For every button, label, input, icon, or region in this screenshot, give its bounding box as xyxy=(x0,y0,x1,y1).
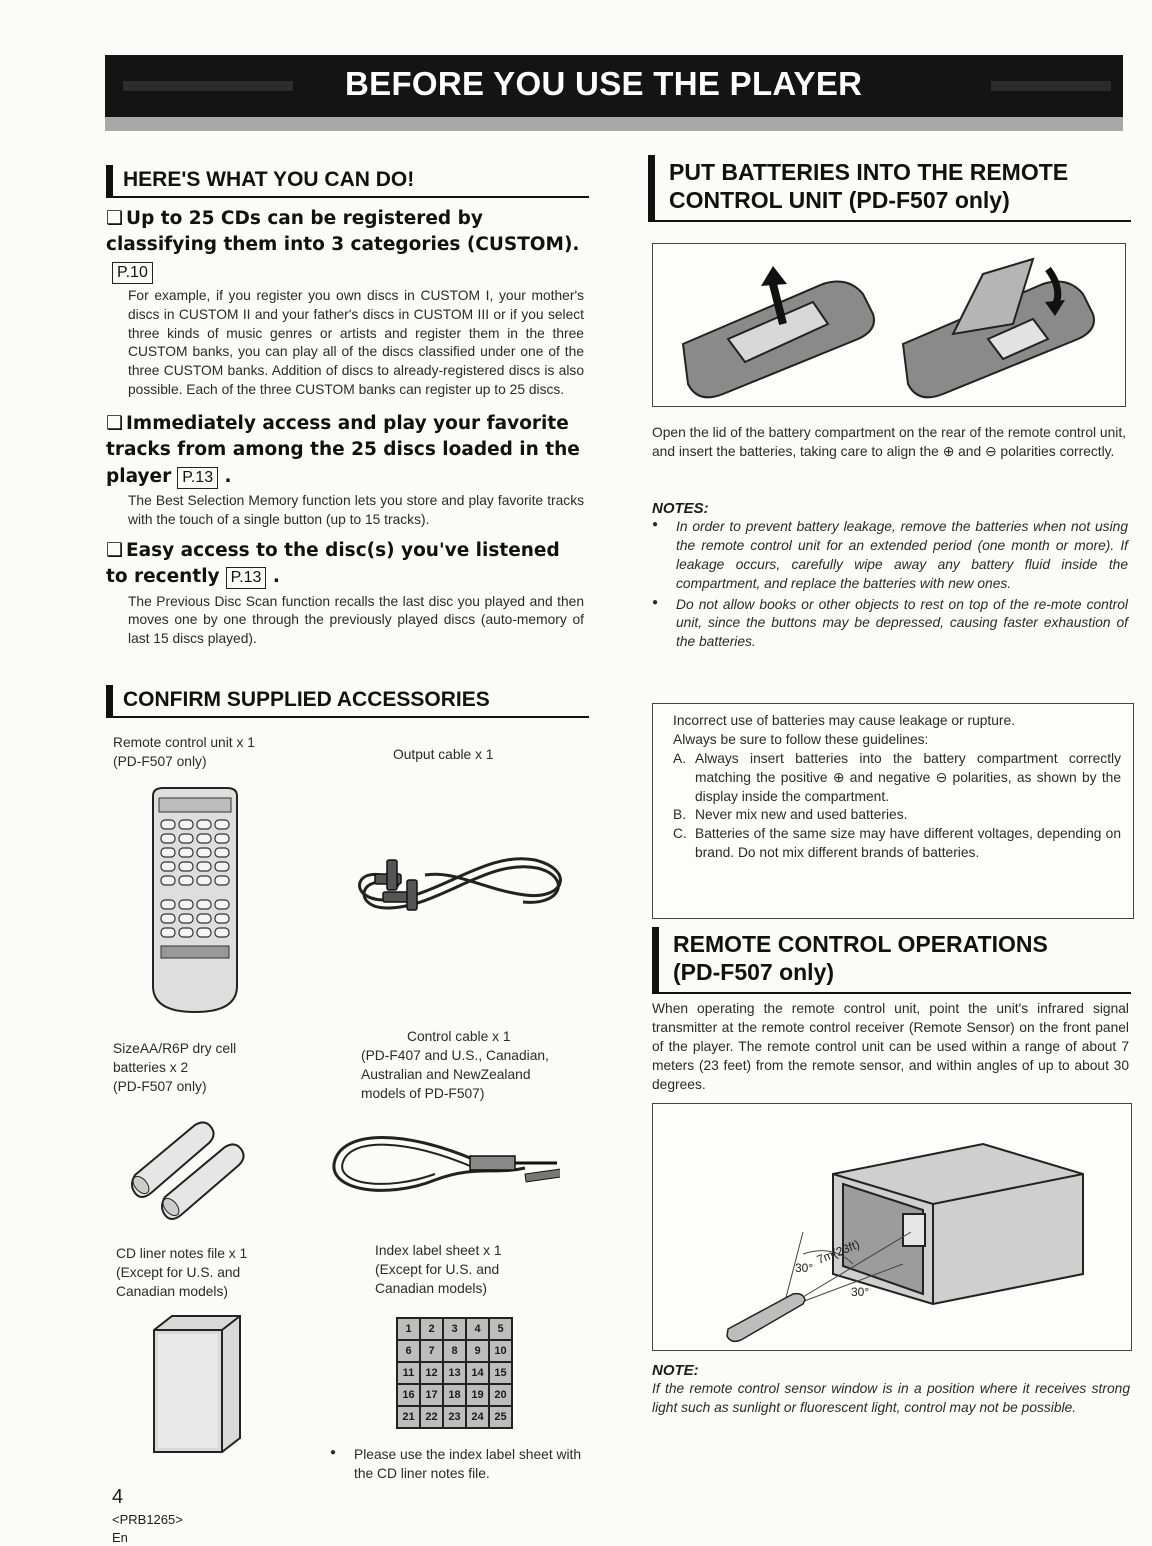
feature-item xyxy=(106,410,584,530)
angle-left-label: 30° xyxy=(795,1261,814,1275)
feature-title: ❑ Immediately access and play your favorite tracks from among the 25 discs loaded in the player P.13 . xyxy=(106,412,580,487)
page-banner xyxy=(105,55,1123,131)
liner-notes-file-illustration xyxy=(150,1312,245,1457)
index-label: 7 xyxy=(420,1340,443,1362)
page-title: BEFORE YOU USE THE PLAYER xyxy=(345,65,863,102)
remote-control-illustration xyxy=(145,786,245,1016)
index-label: 16 xyxy=(397,1384,420,1406)
feature-description: For example, if you register you own discs in CUSTOM I, your mother's discs in CUSTOM II and your father's discs in CUSTOM III or if you select three kinds of music genres or artists and register them in the three CUSTOM banks, you can play all of the discs classified under one of the three CUSTOM banks. Addition of discs to already-registered discs is also possible. Each of the three CUSTOM banks can register up to 25 discs. xyxy=(128,287,584,398)
checkbox-icon: ❑ xyxy=(106,539,124,561)
index-label: 12 xyxy=(420,1362,443,1384)
banner-decoration xyxy=(991,81,1111,91)
index-label: 15 xyxy=(489,1362,512,1384)
battery-notes-list xyxy=(650,518,1128,654)
index-label: 8 xyxy=(443,1340,466,1362)
index-label: 21 xyxy=(397,1406,420,1428)
battery-caution-box: Incorrect use of batteries may cause leakage or rupture. Always be sure to follow these guidelines: A. Always insert batteries into the battery compartment correctly matching the positive ⊕ and negative ⊖ polarities, as shown by the display inside the compartment. B. Never mix new and used batteries. C. Batteries of the same size may have different voltages, depending on brand. Do not mix different brands of batteries. xyxy=(652,703,1134,919)
index-label-sheet xyxy=(396,1317,513,1429)
feature-description: The Previous Disc Scan function recalls the last disc you played and then moves one by one through the previously played discs (auto-memory of last 15 discs played). xyxy=(128,593,584,647)
index-label: 14 xyxy=(466,1362,489,1384)
index-label: 17 xyxy=(420,1384,443,1406)
minus-polarity-icon: ⊖ xyxy=(984,443,997,459)
angle-right-label: 30° xyxy=(851,1285,870,1299)
remote-note: If the remote control sensor window is in a position where it receives strong light such as sunlight or fluorescent light, control may not be possible. xyxy=(652,1381,1130,1415)
battery-instructions: Open the lid of the battery compartment on the rear of the remote control unit, and insert the batteries, taking care to align the ⊕ and ⊖ polarities correctly. xyxy=(652,425,1126,459)
accessory-batteries-label: SizeAA/R6P dry cell batteries x 2 (PD-F507 only) xyxy=(113,1041,237,1094)
control-cable-illustration xyxy=(325,1120,560,1210)
accessory-remote-label: Remote control unit x 1 (PD-F507 only) xyxy=(113,735,255,769)
checkbox-icon: ❑ xyxy=(106,412,124,434)
index-label: 22 xyxy=(420,1406,443,1428)
caution-item: A. Always insert batteries into the battery compartment correctly matching the positive ⊕ and negative ⊖ polarities, as shown by the display inside the compartment. xyxy=(673,750,1122,804)
accessory-control-cable-label: Control cable x 1 (PD-F407 and U.S., Canadian, Australian and NewZealand models of PD-F507) xyxy=(361,1029,549,1101)
index-label: 13 xyxy=(443,1362,466,1384)
section-heading-accessories: CONFIRM SUPPLIED ACCESSORIES xyxy=(106,685,589,718)
index-label: 23 xyxy=(443,1406,466,1428)
index-label: 24 xyxy=(466,1406,489,1428)
page-reference: P.13 xyxy=(226,567,267,589)
index-label: 1 xyxy=(397,1318,420,1340)
feature-item xyxy=(106,537,584,649)
index-label: 2 xyxy=(420,1318,443,1340)
page-reference: P.13 xyxy=(177,467,218,489)
feature-title: ❑ Up to 25 CDs can be registered by classifying them into 3 categories (CUSTOM).P.10 xyxy=(106,205,584,285)
document-code: <PRB1265> xyxy=(112,1512,183,1527)
index-note: ● Please use the index label sheet with the CD liner notes file. xyxy=(328,1446,583,1484)
section-heading-batteries: PUT BATTERIES INTO THE REMOTE CONTROL UNIT (PD-F507 only) xyxy=(648,155,1131,222)
index-label: 19 xyxy=(466,1384,489,1406)
language-code: En xyxy=(112,1530,128,1545)
plus-polarity-icon: ⊕ xyxy=(832,769,845,785)
index-label: 9 xyxy=(466,1340,489,1362)
batteries-illustration xyxy=(125,1115,265,1220)
index-label: 5 xyxy=(489,1318,512,1340)
remote-range-diagram xyxy=(652,1103,1132,1351)
note-item: ● In order to prevent battery leakage, remove the batteries when not using the remote control unit for an extended period (one month or more). If leakage occurs, carefully wipe away any battery fluid inside the compartment, and replace the batteries with new ones. xyxy=(650,518,1128,594)
section-heading-what-you-can-do: HERE'S WHAT YOU CAN DO! xyxy=(106,165,589,198)
page-number: 4 xyxy=(112,1486,124,1508)
accessory-liner-notes-label: CD liner notes file x 1 (Except for U.S. and Canadian models) xyxy=(116,1246,248,1299)
index-note-list xyxy=(328,1446,583,1486)
index-label: 10 xyxy=(489,1340,512,1362)
plus-polarity-icon: ⊕ xyxy=(942,443,955,459)
remote-ops-description: When operating the remote control unit, point the unit's infrared signal transmitter at the remote control receiver (Remote Sensor) on the front panel of the player. The remote control unit can be used within a range of about 7 meters (23 feet) from the remote sensor, and within angles of up to about 30 degrees. xyxy=(652,1001,1129,1092)
output-cable-illustration xyxy=(335,830,580,930)
battery-insertion-illustration xyxy=(652,243,1126,407)
index-label: 11 xyxy=(397,1362,420,1384)
index-label: 18 xyxy=(443,1384,466,1406)
feature-item xyxy=(106,205,584,400)
index-label: 3 xyxy=(443,1318,466,1340)
feature-title: ❑ Easy access to the disc(s) you've listened to recently P.13 . xyxy=(106,539,560,588)
caution-item: C. Batteries of the same size may have different voltages, depending on brand. Do not mix different brands of batteries. xyxy=(673,826,1121,861)
section-heading-remote-ops: REMOTE CONTROL OPERATIONS (PD-F507 only) xyxy=(652,927,1131,994)
range-label: 7m(23ft) xyxy=(814,1237,862,1267)
minus-polarity-icon: ⊖ xyxy=(935,769,948,785)
feature-description: The Best Selection Memory function lets you store and play favorite tracks with the touch of a single button (up to 15 tracks). xyxy=(128,492,584,527)
note-title: NOTE: xyxy=(652,1362,699,1379)
index-label: 6 xyxy=(397,1340,420,1362)
checkbox-icon: ❑ xyxy=(106,207,124,229)
index-label: 25 xyxy=(489,1406,512,1428)
accessory-output-cable-label: Output cable x 1 xyxy=(393,747,494,762)
accessory-index-label: Index label sheet x 1 (Except for U.S. and Canadian models) xyxy=(375,1243,502,1296)
index-label: 4 xyxy=(466,1318,489,1340)
note-item: ● Do not allow books or other objects to rest on top of the re-mote control unit, since the buttons may be depressed, causing faster exhaustion of the batteries. xyxy=(650,596,1128,653)
notes-title: NOTES: xyxy=(652,500,709,517)
caution-item: B. Never mix new and used batteries. xyxy=(673,807,908,823)
page-reference: P.10 xyxy=(112,262,153,284)
index-label: 20 xyxy=(489,1384,512,1406)
banner-decoration xyxy=(123,81,293,91)
